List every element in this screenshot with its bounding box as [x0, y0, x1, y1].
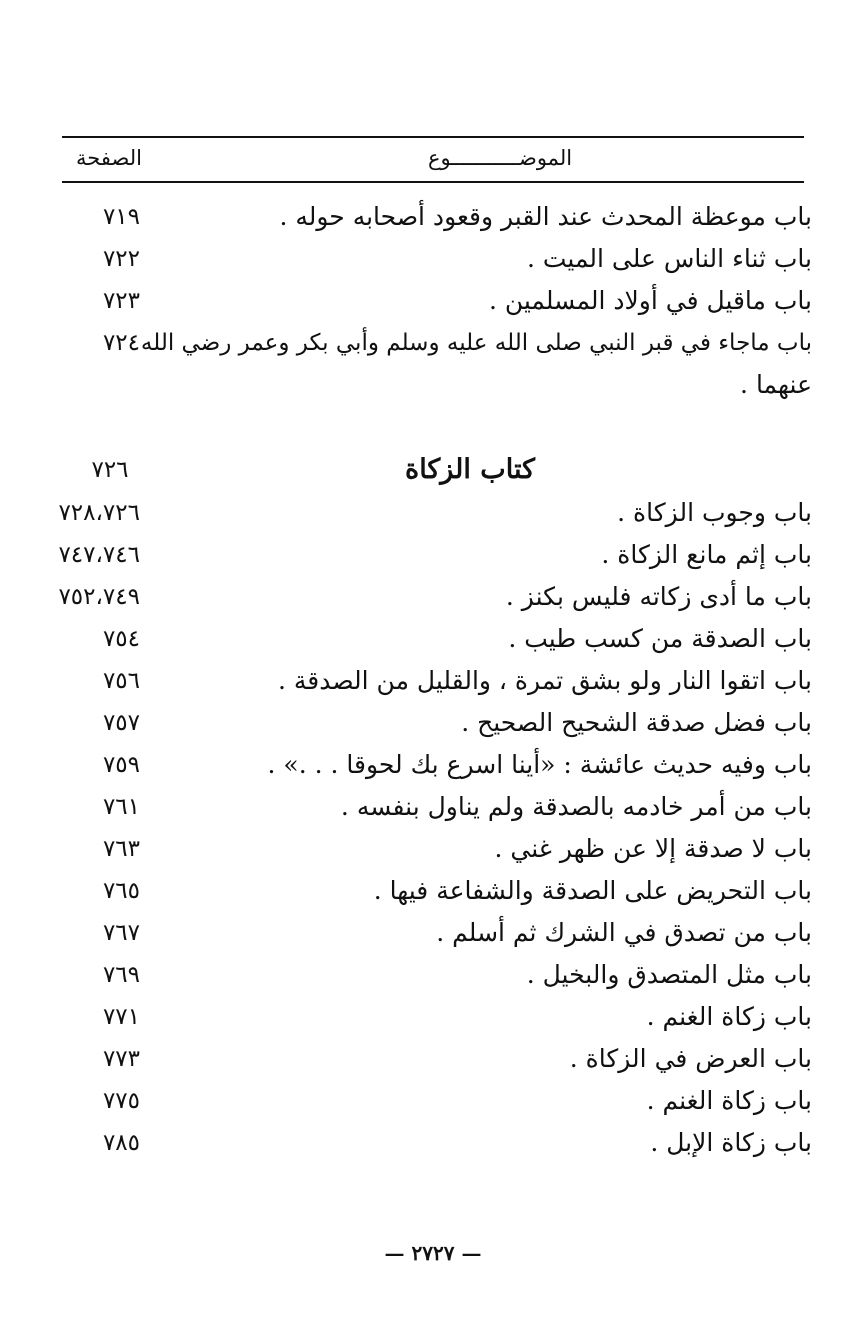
toc-entry [0, 322, 866, 364]
toc-entry [0, 870, 866, 912]
toc-entry-title: باب زكاة الغنم . [646, 1086, 812, 1115]
toc-entry-title: باب الصدقة من كسب طيب . [508, 624, 812, 653]
toc-entry-page: ٧٦٩ [102, 962, 140, 988]
toc-entry-page: ٧٥٩ [102, 752, 140, 778]
toc-entry-title: باب وجوب الزكاة . [617, 498, 812, 527]
toc-entry [0, 238, 866, 280]
toc-entry [0, 1038, 866, 1080]
toc-entry-page: ٧٥٤ [102, 626, 140, 652]
toc-entry-title: باب موعظة المحدث عند القبر وقعود أصحابه حوله . [279, 202, 812, 231]
toc-entry-title: باب ماقيل في أولاد المسلمين . [488, 286, 812, 315]
toc-entry-title: باب ماجاء في قبر النبي صلى الله عليه وسلم وأبي بكر وعمر رضي الله [140, 330, 812, 356]
toc-entry-title: باب من تصدق في الشرك ثم أسلم . [436, 918, 812, 947]
toc-entry-page: ٧٤٧،٧٤٦ [58, 542, 140, 568]
toc-entry-title: باب ثناء الناس على الميت . [526, 244, 812, 273]
toc-entry-page: ٧٥٧ [102, 710, 140, 736]
toc-entry [0, 1080, 866, 1122]
toc-entry-title: باب من أمر خادمه بالصدقة ولم يناول بنفسه . [340, 792, 812, 821]
toc-entry-page: ٧٢٢ [102, 246, 140, 272]
toc-entry-title: باب لا صدقة إلا عن ظهر غني . [494, 834, 812, 863]
toc-entry [0, 618, 866, 660]
section-page: ٧٢٦ [91, 457, 129, 483]
toc-entry-title: باب وفيه حديث عائشة : «أينا اسرع بك لحوقا . . .» . [267, 750, 812, 779]
toc-entry-continuation [0, 364, 866, 406]
toc-entry-page: ٧٧١ [102, 1004, 140, 1030]
toc-entry-title: باب إثم مانع الزكاة . [601, 540, 812, 569]
toc-entry [0, 196, 866, 238]
toc-entry [0, 786, 866, 828]
toc-entry-page: ٧٦٥ [102, 878, 140, 904]
toc-entry-page: ٧٦١ [102, 794, 140, 820]
toc-entry-title: عنهما . [740, 370, 812, 399]
toc-entry [0, 828, 866, 870]
toc-entry-title: باب التحريض على الصدقة والشفاعة فيها . [373, 876, 812, 905]
toc-entry [0, 702, 866, 744]
toc-entry-page: ٧٦٧ [102, 920, 140, 946]
toc-entry [0, 492, 866, 534]
toc-entry-title: باب زكاة الإبل . [650, 1128, 812, 1157]
toc-entry-page: ٧٢٤ [102, 330, 140, 356]
toc-entry-page: ٧٨٥ [102, 1130, 140, 1156]
toc-entry-page: ٧٦٣ [102, 836, 140, 862]
toc-entry [0, 660, 866, 702]
toc-entry [0, 534, 866, 576]
toc-entry-page: ٧٢٣ [102, 288, 140, 314]
page-number: — ٢٧٢٧ — [384, 1241, 482, 1265]
toc-entry [0, 576, 866, 618]
toc-entry [0, 912, 866, 954]
toc-entry-title: باب فضل صدقة الشحيح الصحيح . [461, 708, 812, 737]
header-page-label: الصفحة [76, 146, 142, 170]
toc-entry-page: ٧٢٨،٧٢٦ [58, 500, 140, 526]
toc-entry [0, 1122, 866, 1164]
toc-entry-title: باب مثل المتصدق والبخيل . [526, 960, 812, 989]
header-subject-label: الموضـــــــــــوع [427, 146, 573, 170]
toc-entry [0, 996, 866, 1038]
toc-entry-page: ٧٥٢،٧٤٩ [58, 584, 140, 610]
toc-entry [0, 954, 866, 996]
toc-entry [0, 744, 866, 786]
toc-entry-title: باب ما أدى زكاته فليس بكنز . [505, 582, 812, 611]
toc-entry-page: ٧٧٣ [102, 1046, 140, 1072]
toc-entry-page: ٧٧٥ [102, 1088, 140, 1114]
toc-entry-title: باب زكاة الغنم . [646, 1002, 812, 1031]
toc-entry-page: ٧٥٦ [102, 668, 140, 694]
toc-entry-title: باب العرض في الزكاة . [569, 1044, 812, 1073]
toc-entry-page: ٧١٩ [102, 204, 140, 230]
toc-entry [0, 280, 866, 322]
toc-entry-title: باب اتقوا النار ولو بشق تمرة ، والقليل من الصدقة . [278, 666, 812, 695]
section-title: كتاب الزكاة [405, 454, 535, 485]
